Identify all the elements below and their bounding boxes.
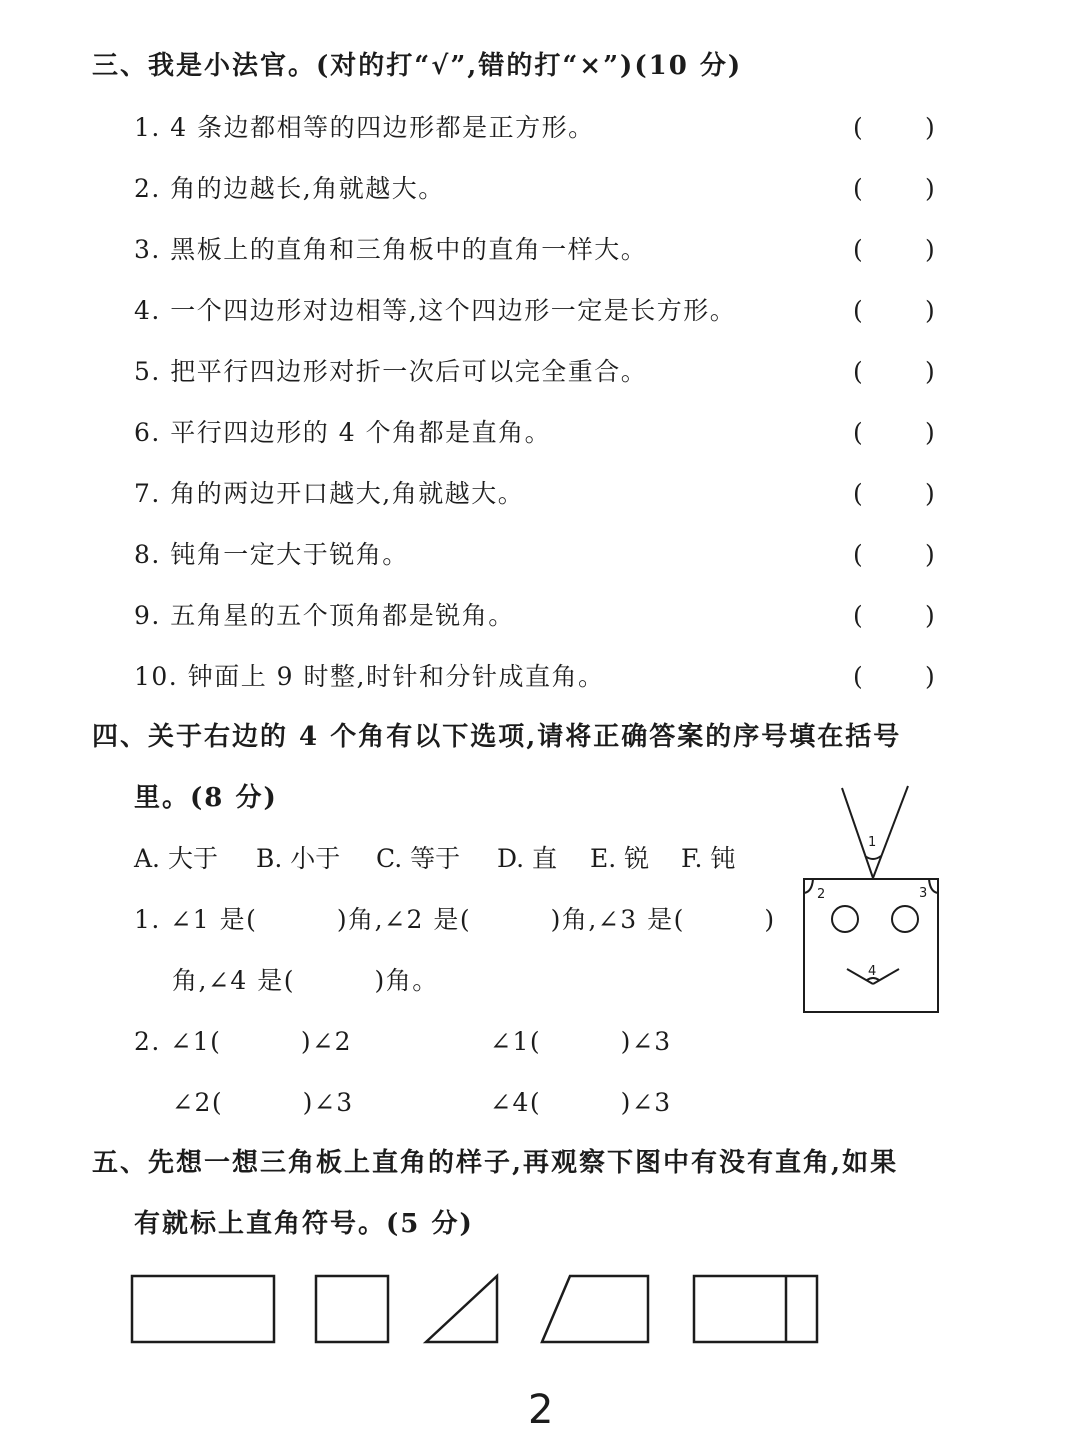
angle-1-left-ray — [842, 788, 873, 878]
option-d: D. 直 — [497, 844, 558, 873]
shape-square — [316, 1276, 388, 1342]
option-b: B. 小于 — [256, 844, 341, 873]
question-4-2-c: ∠2( )∠3 — [172, 1088, 354, 1117]
angle-1-right-ray — [873, 786, 908, 878]
answer-paren-open[interactable]: ( — [853, 479, 863, 508]
shape-right-triangle — [426, 1276, 497, 1342]
answer-paren-open[interactable]: ( — [853, 540, 863, 569]
answer-paren-open[interactable]: ( — [853, 296, 863, 325]
angle-figure — [795, 780, 955, 1020]
question-4-1-line1: 1. ∠1 是( )角,∠2 是( )角,∠3 是( ) — [134, 905, 776, 934]
judgment-item: 3. 黑板上的直角和三角板中的直角一样大。 — [134, 235, 648, 264]
judgment-item: 2. 角的边越长,角就越大。 — [134, 174, 445, 203]
option-e: E. 锐 — [590, 844, 650, 873]
section-4-heading-cont: 里。(8 分) — [134, 783, 278, 813]
right-eye — [892, 906, 918, 932]
answer-paren-close: ) — [925, 540, 935, 569]
shapes-row — [0, 1260, 1080, 1360]
question-4-2-a: 2. ∠1( )∠2 — [134, 1027, 353, 1056]
left-eye — [832, 906, 858, 932]
option-a: A. 大于 — [134, 844, 218, 873]
question-4-2-d: ∠4( )∠3 — [490, 1088, 672, 1117]
question-4-2-b: ∠1( )∠3 — [490, 1027, 672, 1056]
answer-paren-open[interactable]: ( — [853, 113, 863, 142]
option-f: F. 钝 — [681, 844, 736, 873]
judgment-item: 7. 角的两边开口越大,角就越大。 — [134, 479, 525, 508]
angle-label-1: 1 — [868, 835, 877, 850]
answer-paren-open[interactable]: ( — [853, 235, 863, 264]
angle-label-2: 2 — [817, 887, 826, 902]
angle-1-arc — [865, 856, 881, 859]
section-4-heading: 四、关于右边的 4 个角有以下选项,请将正确答案的序号填在括号 — [92, 722, 902, 752]
judgment-item: 9. 五角星的五个顶角都是锐角。 — [134, 601, 515, 630]
mouth-right — [873, 969, 899, 984]
answer-paren-close: ) — [925, 357, 935, 386]
section-5-heading-cont: 有就标上直角符号。(5 分) — [134, 1209, 474, 1239]
shape-split-rectangle — [694, 1276, 817, 1342]
angle-2-arc — [804, 879, 813, 893]
judgment-item: 1. 4 条边都相等的四边形都是正方形。 — [134, 113, 595, 142]
shape-rectangle — [132, 1276, 274, 1342]
answer-paren-close: ) — [925, 235, 935, 264]
answer-paren-close: ) — [925, 479, 935, 508]
answer-paren-open[interactable]: ( — [853, 418, 863, 447]
judgment-item: 10. 钟面上 9 时整,时针和分针成直角。 — [134, 662, 605, 691]
section-5-heading: 五、先想一想三角板上直角的样子,再观察下图中有没有直角,如果 — [92, 1148, 899, 1178]
answer-paren-close: ) — [925, 113, 935, 142]
judgment-item: 8. 钝角一定大于锐角。 — [134, 540, 409, 569]
angle-label-4: 4 — [868, 964, 877, 979]
judgment-item: 5. 把平行四边形对折一次后可以完全重合。 — [134, 357, 648, 386]
answer-paren-open[interactable]: ( — [853, 601, 863, 630]
angle-3-arc — [929, 879, 938, 893]
answer-paren-open[interactable]: ( — [853, 174, 863, 203]
page-number: 2 — [528, 1387, 554, 1433]
judgment-item: 6. 平行四边形的 4 个角都是直角。 — [134, 418, 552, 447]
option-c: C. 等于 — [376, 844, 461, 873]
answer-paren-close: ) — [925, 174, 935, 203]
shape-trapezoid — [542, 1276, 648, 1342]
answer-paren-close: ) — [925, 418, 935, 447]
answer-paren-close: ) — [925, 296, 935, 325]
answer-paren-close: ) — [925, 601, 935, 630]
answer-paren-open[interactable]: ( — [853, 357, 863, 386]
judgment-item: 4. 一个四边形对边相等,这个四边形一定是长方形。 — [134, 296, 737, 325]
question-4-1-line2: 角,∠4 是( )角。 — [172, 966, 439, 995]
angle-label-3: 3 — [919, 886, 928, 901]
answer-paren-open[interactable]: ( — [853, 662, 863, 691]
section-3-heading: 三、我是小法官。(对的打“√”,错的打“×”)(10 分) — [92, 51, 743, 81]
answer-paren-close: ) — [925, 662, 935, 691]
